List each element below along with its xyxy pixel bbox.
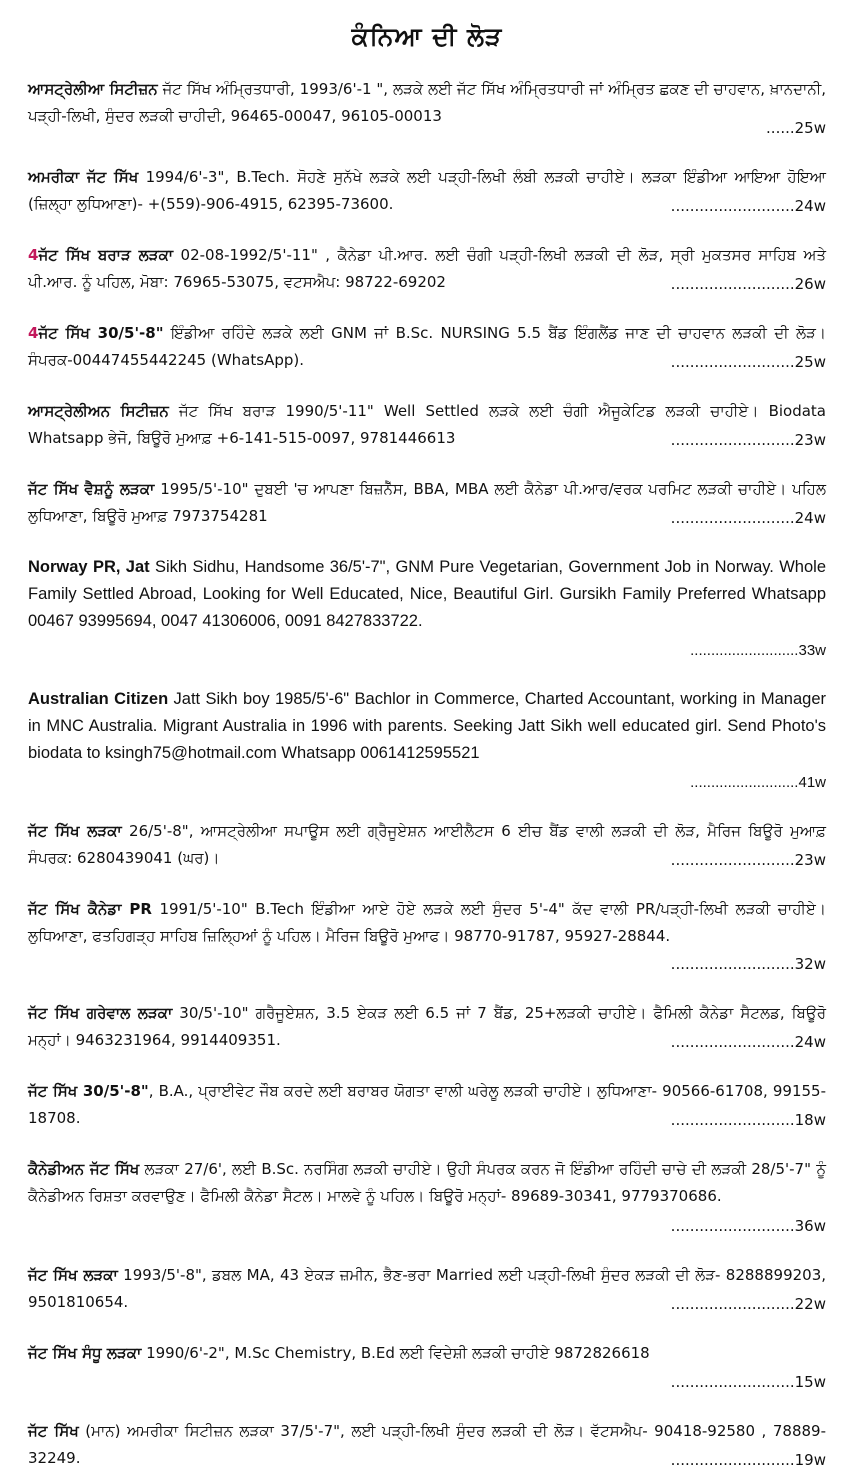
ad-word-count: ..........................18w bbox=[670, 1111, 826, 1129]
ad-heading: ਜੱਟ ਸਿੱਖ ਬਰਾੜ ਲੜਕਾ bbox=[38, 246, 174, 264]
ad-text: 02-08-1992/5'-11" , ਕੈਨੇਡਾ ਪੀ.ਆਰ. ਲਈ ਚੰਗੀ ਪੜ੍ਹੀ-ਲਿਖੀ ਲੜਕੀ ਦੀ ਲੋੜ, ਸ੍ਰੀ ਮੁਕਤਸਰ ਸਾਹਿਬ ਅਤੇ ਪੀ.ਆਰ. ਨੂੰ ਪਹਿਲ, ਮੋਬਾ: 76965-53075, ਵਟਸਐਪ: 98722-69202 bbox=[28, 246, 826, 291]
ad-text: ਲੜਕਾ 27/6', ਲਈ B.Sc. ਨਰਸਿੰਗ ਲੜਕੀ ਚਾਹੀਏ। ਉਹੀ ਸੰਪਰਕ ਕਰਨ ਜੋ ਇੰਡੀਆ ਰਹਿੰਦੀ ਚਾਚੇ ਦੀ ਲੜਕੀ 28/5'-7" ਨੂੰ ਕੈਨੇਡੀਅਨ ਰਿਸ਼ਤਾ ਕਰਵਾਉਣ। ਫੈਮਿਲੀ ਕੈਨੇਡਾ ਸੈਟਲ। ਮਾਲਵੇ ਨੂੰ ਪਹਿਲ। ਬਿਊਰੋ ਮਨ੍ਹਾਂ- 89689-30341, 9779370686. bbox=[28, 1160, 826, 1205]
page-title: ਕੰਨਿਆ ਦੀ ਲੋੜ bbox=[351, 22, 503, 51]
ad-heading: ਜੱਟ ਸਿੱਖ ਸੰਧੂ ਲੜਕਾ bbox=[28, 1344, 142, 1362]
ad-item bbox=[28, 554, 826, 664]
ad-item bbox=[28, 896, 826, 978]
ad-text: 1994/6'-3", B.Tech. ਸੋਹਣੇ ਸੁਨੱਖੇ ਲੜਕੇ ਲਈ ਪੜ੍ਹੀ-ਲਿਖੀ ਲੰਬੀ ਲੜਕੀ ਚਾਹੀਏ। ਲੜਕਾ ਇੰਡੀਆ ਆਇਆ ਹੋਇਆ (ਜ਼ਿਲ੍ਹਾ ਲੁਧਿਆਣਾ)- +(559)-906-4915, 62395-73600. bbox=[28, 168, 826, 213]
ad-item bbox=[28, 1418, 826, 1474]
ad-item bbox=[28, 1000, 826, 1056]
ad-heading: ਜੱਟ ਸਿੱਖ bbox=[28, 1422, 79, 1440]
ad-heading: ਆਸਟ੍ਰੇਲੀਅਨ ਸਿਟੀਜ਼ਨ bbox=[28, 402, 169, 420]
ad-item bbox=[28, 1078, 826, 1134]
ad-heading: ਜੱਟ ਸਿੱਖ ਗਰੇਵਾਲ ਲੜਕਾ bbox=[28, 1004, 173, 1022]
ad-word-count: ..........................26w bbox=[670, 275, 826, 293]
ad-text: 1993/5'-8", ਡਬਲ MA, 43 ਏਕੜ ਜ਼ਮੀਨ, ਭੈਣ-ਭਰਾ Married ਲਈ ਪੜ੍ਹੀ-ਲਿਖੀ ਸੁੰਦਰ ਲੜਕੀ ਦੀ ਲੋੜ- 8288899203, 9501810654. bbox=[28, 1266, 827, 1311]
ad-item bbox=[28, 686, 826, 796]
ad-item bbox=[28, 76, 826, 142]
ad-word-count: ..........................32w bbox=[670, 955, 826, 973]
ad-heading: ਜੱਟ ਸਿੱਖ ਲੜਕਾ bbox=[28, 822, 122, 840]
ad-item bbox=[28, 164, 826, 220]
ad-word-count: ..........................15w bbox=[670, 1373, 826, 1391]
ad-word-count: ..........................24w bbox=[670, 509, 826, 527]
ad-item bbox=[28, 242, 826, 298]
ad-word-count: ..........................33w bbox=[690, 642, 826, 659]
ad-item bbox=[28, 476, 826, 532]
ad-heading: Australian Citizen bbox=[28, 690, 169, 708]
ad-text: 26/5'-8", ਆਸਟ੍ਰੇਲੀਆ ਸਪਾਊਸ ਲਈ ਗ੍ਰੈਜੂਏਸ਼ਨ ਆਈਲੈਟਸ 6 ਈਚ ਬੈਂਡ ਵਾਲੀ ਲੜਕੀ ਦੀ ਲੋੜ, ਮੈਰਿਜ ਬਿਊਰੋ ਮੁਆਫ਼ ਸੰਪਰਕ: 6280439041 (ਘਰ)। bbox=[28, 822, 827, 867]
ad-word-count: ..........................23w bbox=[670, 851, 826, 869]
ad-text: 30/5'-10" ਗਰੈਜੂਏਸ਼ਨ, 3.5 ਏਕੜ ਲਈ 6.5 ਜਾਂ 7 ਬੈਂਡ, 25+ਲੜਕੀ ਚਾਹੀਏ। ਫੈਮਿਲੀ ਕੈਨੇਡਾ ਸੈਟਲਡ, ਬਿਊਰੋ ਮਨ੍ਹਾਂ। 9463231964, 9914409351. bbox=[28, 1004, 826, 1049]
ad-item bbox=[28, 818, 826, 874]
ad-text: Jatt Sikh boy 1985/5'-6" Bachlor in Commerce, Charted Accountant, working in Manager in MNC Australia. Migrant Australia in 1996 with parents. Seeking Jatt Sikh well educated girl. Send Photo's biodata to ksingh75@hotmail.com Whatsapp 0061412595521 bbox=[28, 690, 826, 762]
ad-word-count: ..........................25w bbox=[670, 353, 826, 371]
ad-item bbox=[28, 1262, 826, 1318]
ad-list bbox=[28, 76, 826, 1474]
ad-word-count: ..........................23w bbox=[670, 431, 826, 449]
ad-word-count: ..........................19w bbox=[670, 1451, 826, 1469]
ad-text: 1995/5'-10" ਦੁਬਈ 'ਚ ਆਪਣਾ ਬਿਜ਼ਨੈੱਸ, BBA, MBA ਲਈ ਕੈਨੇਡਾ ਪੀ.ਆਰ/ਵਰਕ ਪਰਮਿਟ ਲੜਕੀ ਚਾਹੀਏ। ਪਹਿਲ ਲੁਧਿਆਣਾ, ਬਿਊਰੋ ਮੁਆਫ਼ 7973754281 bbox=[28, 480, 826, 525]
ad-word-count: ..........................22w bbox=[670, 1295, 826, 1313]
ad-heading: ਜੱਟ ਸਿੱਖ 30/5'-8" bbox=[38, 324, 164, 342]
ad-word-count: ..........................24w bbox=[670, 197, 826, 215]
ad-heading: ਜੱਟ ਸਿੱਖ 30/5'-8" bbox=[28, 1082, 149, 1100]
ad-heading: ਜੱਟ ਸਿੱਖ ਵੈਸ਼ਨੂੰ ਲੜਕਾ bbox=[28, 480, 155, 498]
ad-heading: ਆਸਟ੍ਰੇਲੀਆ ਸਿਟੀਜ਼ਨ bbox=[28, 80, 158, 98]
ad-item bbox=[28, 1156, 826, 1240]
ad-word-count: ..........................41w bbox=[690, 774, 826, 791]
ad-heading: Norway PR, Jat bbox=[28, 558, 150, 576]
ad-heading: ਜੱਟ ਸਿੱਖ ਲੜਕਾ bbox=[28, 1266, 118, 1284]
ad-text: ਜੱਟ ਸਿੱਖ ਬਰਾੜ 1990/5'-11" Well Settled ਲੜਕੇ ਲਈ ਚੰਗੀ ਐਜੂਕੇਟਿਡ ਲੜਕੀ ਚਾਹੀਏ। Biodata Whatsapp ਭੇਜੋ, ਬਿਊਰੋ ਮੁਆਫ਼ +6-141-515-0097, 9781446613 bbox=[28, 402, 827, 447]
ad-heading: ਅਮਰੀਕਾ ਜੱਟ ਸਿੱਖ bbox=[28, 168, 139, 186]
ad-item bbox=[28, 398, 826, 454]
ad-text: 1990/6'-2", M.Sc Chemistry, B.Ed ਲਈ ਵਿਦੇਸ਼ੀ ਲੜਕੀ ਚਾਹੀਏ 9872826618 bbox=[141, 1344, 650, 1362]
ad-heading: ਕੈਨੇਡੀਅਨ ਜੱਟ ਸਿੱਖ bbox=[28, 1160, 140, 1178]
ad-word-count: ..........................24w bbox=[670, 1033, 826, 1051]
ad-text: ਇੰਡੀਆ ਰਹਿੰਦੇ ਲੜਕੇ ਲਈ GNM ਜਾਂ B.Sc. NURSING 5.5 ਬੈਂਡ ਇੰਗਲੈਂਡ ਜਾਣ ਦੀ ਚਾਹਵਾਨ ਲੜਕੀ ਦੀ ਲੋੜ। ਸੰਪਰਕ-00447455442245 (WhatsApp). bbox=[28, 324, 827, 369]
ad-text: , B.A., ਪ੍ਰਾਈਵੇਟ ਜੌਬ ਕਰਦੇ ਲਈ ਬਰਾਬਰ ਯੋਗਤਾ ਵਾਲੀ ਘਰੇਲੂ ਲੜਕੀ ਚਾਹੀਏ। ਲੁਧਿਆਣਾ- 90566-61708, 99155-18708. bbox=[28, 1082, 826, 1127]
ad-word-count: ..........................36w bbox=[670, 1217, 826, 1235]
ad-marker: 4 bbox=[28, 246, 39, 264]
ad-item bbox=[28, 1340, 826, 1396]
ad-marker: 4 bbox=[28, 324, 39, 342]
ad-word-count: ......25w bbox=[766, 119, 826, 137]
ad-text: ਜੱਟ ਸਿੱਖ ਅੰਮ੍ਰਿਤਧਾਰੀ, 1993/6'-1 ", ਲੜਕੇ ਲਈ ਜੱਟ ਸਿੱਖ ਅੰਮ੍ਰਿਤਧਾਰੀ ਜਾਂ ਅੰਮ੍ਰਿਤ ਛਕਣ ਦੀ ਚਾਹਵਾਨ, ਖ਼ਾਨਦਾਨੀ, ਪੜ੍ਹੀ-ਲਿਖੀ, ਸੁੰਦਰ ਲੜਕੀ ਚਾਹੀਦੀ, 96465-00047, 96105-00013 bbox=[28, 80, 827, 125]
ad-item bbox=[28, 320, 826, 376]
ad-text: 1991/5'-10" B.Tech ਇੰਡੀਆ ਆਏ ਹੋਏ ਲੜਕੇ ਲਈ ਸੁੰਦਰ 5'-4" ਕੱਦ ਵਾਲੀ PR/ਪੜ੍ਹੀ-ਲਿਖੀ ਲੜਕੀ ਚਾਹੀਏ। ਲੁਧਿਆਣਾ, ਫਤਹਿਗੜ੍ਹ ਸਾਹਿਬ ਜ਼ਿਲ੍ਹਿਆਂ ਨੂੰ ਪਹਿਲ। ਮੈਰਿਜ ਬਿਊਰੋ ਮੁਆਫ। 98770-91787, 95927-28844. bbox=[28, 900, 826, 945]
ad-text: Sikh Sidhu, Handsome 36/5'-7", GNM Pure Vegetarian, Government Job in Norway. Whole Family Settled Abroad, Looking for Well Educated, Nice, Beautiful Girl. Gursikh Family Preferred Whatsapp 00467 93995694, 0047 41306006, 0091 8427833722. bbox=[28, 558, 827, 630]
ad-text: (ਮਾਨ) ਅਮਰੀਕਾ ਸਿਟੀਜ਼ਨ ਲੜਕਾ 37/5'-7", ਲਈ ਪੜ੍ਹੀ-ਲਿਖੀ ਸੁੰਦਰ ਲੜਕੀ ਦੀ ਲੋੜ। ਵੱਟਸਐਪ- 90418-92580 , 78889-32249. bbox=[28, 1422, 826, 1467]
ad-heading: ਜੱਟ ਸਿੱਖ ਕੈਨੇਡਾ PR bbox=[28, 900, 152, 918]
